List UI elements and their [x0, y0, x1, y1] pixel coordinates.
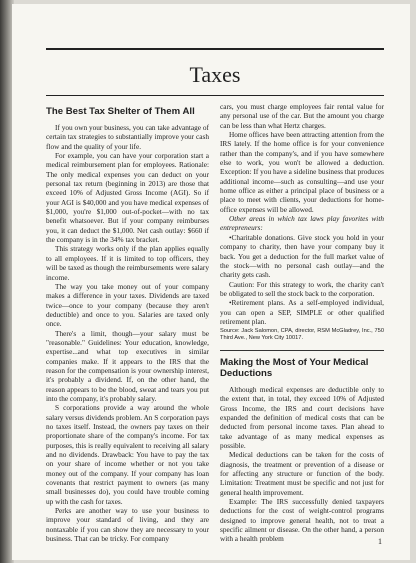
- paragraph: Home offices have been attracting attention from the IRS lately. If the home office is for your convenience rather than the company's, and if you have somewhere else to work, you won't be allowed a deduction. Exception: If you have a sideline business that produces additional income—such as consulting—and use your home office as either a principal place of business or a place to meet with clients, your deductions for home-office expenses will be allowed.: [220, 130, 384, 214]
- paragraph: The way you take money out of your company makes a difference in your taxes. Dividends are taxed twice—once to your company (because they aren't deductible) and once to you. Salaries are taxed only once.: [46, 281, 209, 329]
- paragraph: •Charitable donations. Give stock you hold in your company to charity, then have your company buy it back. You get a deduction for the full market value of the stock—with no personal cash outlay—and the charity gets cash.: [220, 232, 384, 280]
- paragraph: Perks are another way to use your business to improve your standard of living, and they are nontaxable if you can show they are necessary to your business. That can be tricky. For company: [46, 506, 209, 544]
- page-number: 1: [378, 537, 382, 546]
- page-title: Taxes: [189, 62, 241, 87]
- paragraph: Medical deductions can be taken for the costs of diagnosis, the treatment or prevention of a disease or for affecting any structure or function of the body. Limitation: Treatment must be specific and not just for general health improvement.: [220, 450, 384, 497]
- paragraph: •Retirement plans. As a self-employed individual, you can open a SEP, SIMPLE or other qualified retirement plan.: [220, 298, 384, 326]
- paragraph: There's a limit, though—your salary must be "reasonable." Guidelines: Your education, knowledge, expertise...and what top executives in similar companies make. If it appears to the IRS that the reason for the compensation is your ownership interest, it's probably a dividend. If, on the other hand, the reason appears to be the blood, sweat and tears you put into the company, it's probably salary.: [46, 328, 209, 403]
- paragraph: If you own your business, you can take advantage of certain tax strategies to substantially improve your cash flow and the quality of your life.: [46, 123, 209, 151]
- paragraph: Example: The IRS successfully denied taxpayers deductions for the cost of weight-control programs designed to improve general health, not to treat a specific ailment or disease. On the other hand, a person with a health problem: [220, 496, 384, 544]
- book-page: [12, 4, 410, 560]
- title-top-rule: [46, 48, 384, 50]
- section-heading-medical: Making the Most of Your Medical Deductions: [220, 350, 384, 379]
- title-bottom-rule: [46, 95, 384, 96]
- paragraph: Caution: For this strategy to work, the charity can't be obligated to sell the stock back to the corporation.: [220, 279, 384, 298]
- left-column: [46, 106, 209, 543]
- right-column: [220, 102, 384, 544]
- paragraph: S corporations provide a way around the whole salary versus dividends problem. An S corporation pays no taxes itself. Instead, the owners pay taxes on their proportionate share of the company's income. For tax purposes, this is really equivalent to receiving all salary and no dividends. Drawback: You have to pay the tax on your share of income whether or not you take money out of the company. If your company has loan covenants that restrict payment to owners (as many small businesses do), you could have trouble coming up with the cash for taxes.: [46, 403, 209, 506]
- paragraph: Other areas in which tax laws play favorites with entrepreneurs:: [220, 214, 384, 233]
- paragraph: cars, you must charge employees fair rental value for any personal use of the car. But the amount you charge can be less than what Hertz charges.: [220, 102, 384, 130]
- source-credit: Source: Jack Salomon, CPA, director, RSM McGladrey, Inc., 750 Third Ave., New York City 10017.: [220, 328, 384, 342]
- paragraph: Although medical expenses are deductible only to the extent that, in total, they exceed 10% of Adjusted Gross Income, the IRS and court decisions have expanded the definition of medical costs that can be deducted from personal income taxes. Plan ahead to take advantage of as many medical expenses as possible.: [220, 384, 384, 450]
- paragraph: This strategy works only if the plan applies equally to all employees. If it is limited to top officers, they will be taxed as though the reimbursements were salary income.: [46, 244, 209, 282]
- section-heading-tax-shelter: The Best Tax Shelter of Them All: [46, 106, 195, 117]
- paragraph: For example, you can have your corporation start a medical reimbursement plan for employees. Rationale: The only medical expenses you can deduct on your personal tax return (beginning in 2013) are those that exceed 10% of Adjusted Gross Income (AGI). So if your AGI is $40,000 and you have medical expenses of $1,000, you're $1,000 out-of-pocket—with no tax benefit whatsoever. But if your company reimburses you, it can deduct the $1,000. Net cash outlay: $660 if the company is in the 34% tax bracket.: [46, 151, 209, 245]
